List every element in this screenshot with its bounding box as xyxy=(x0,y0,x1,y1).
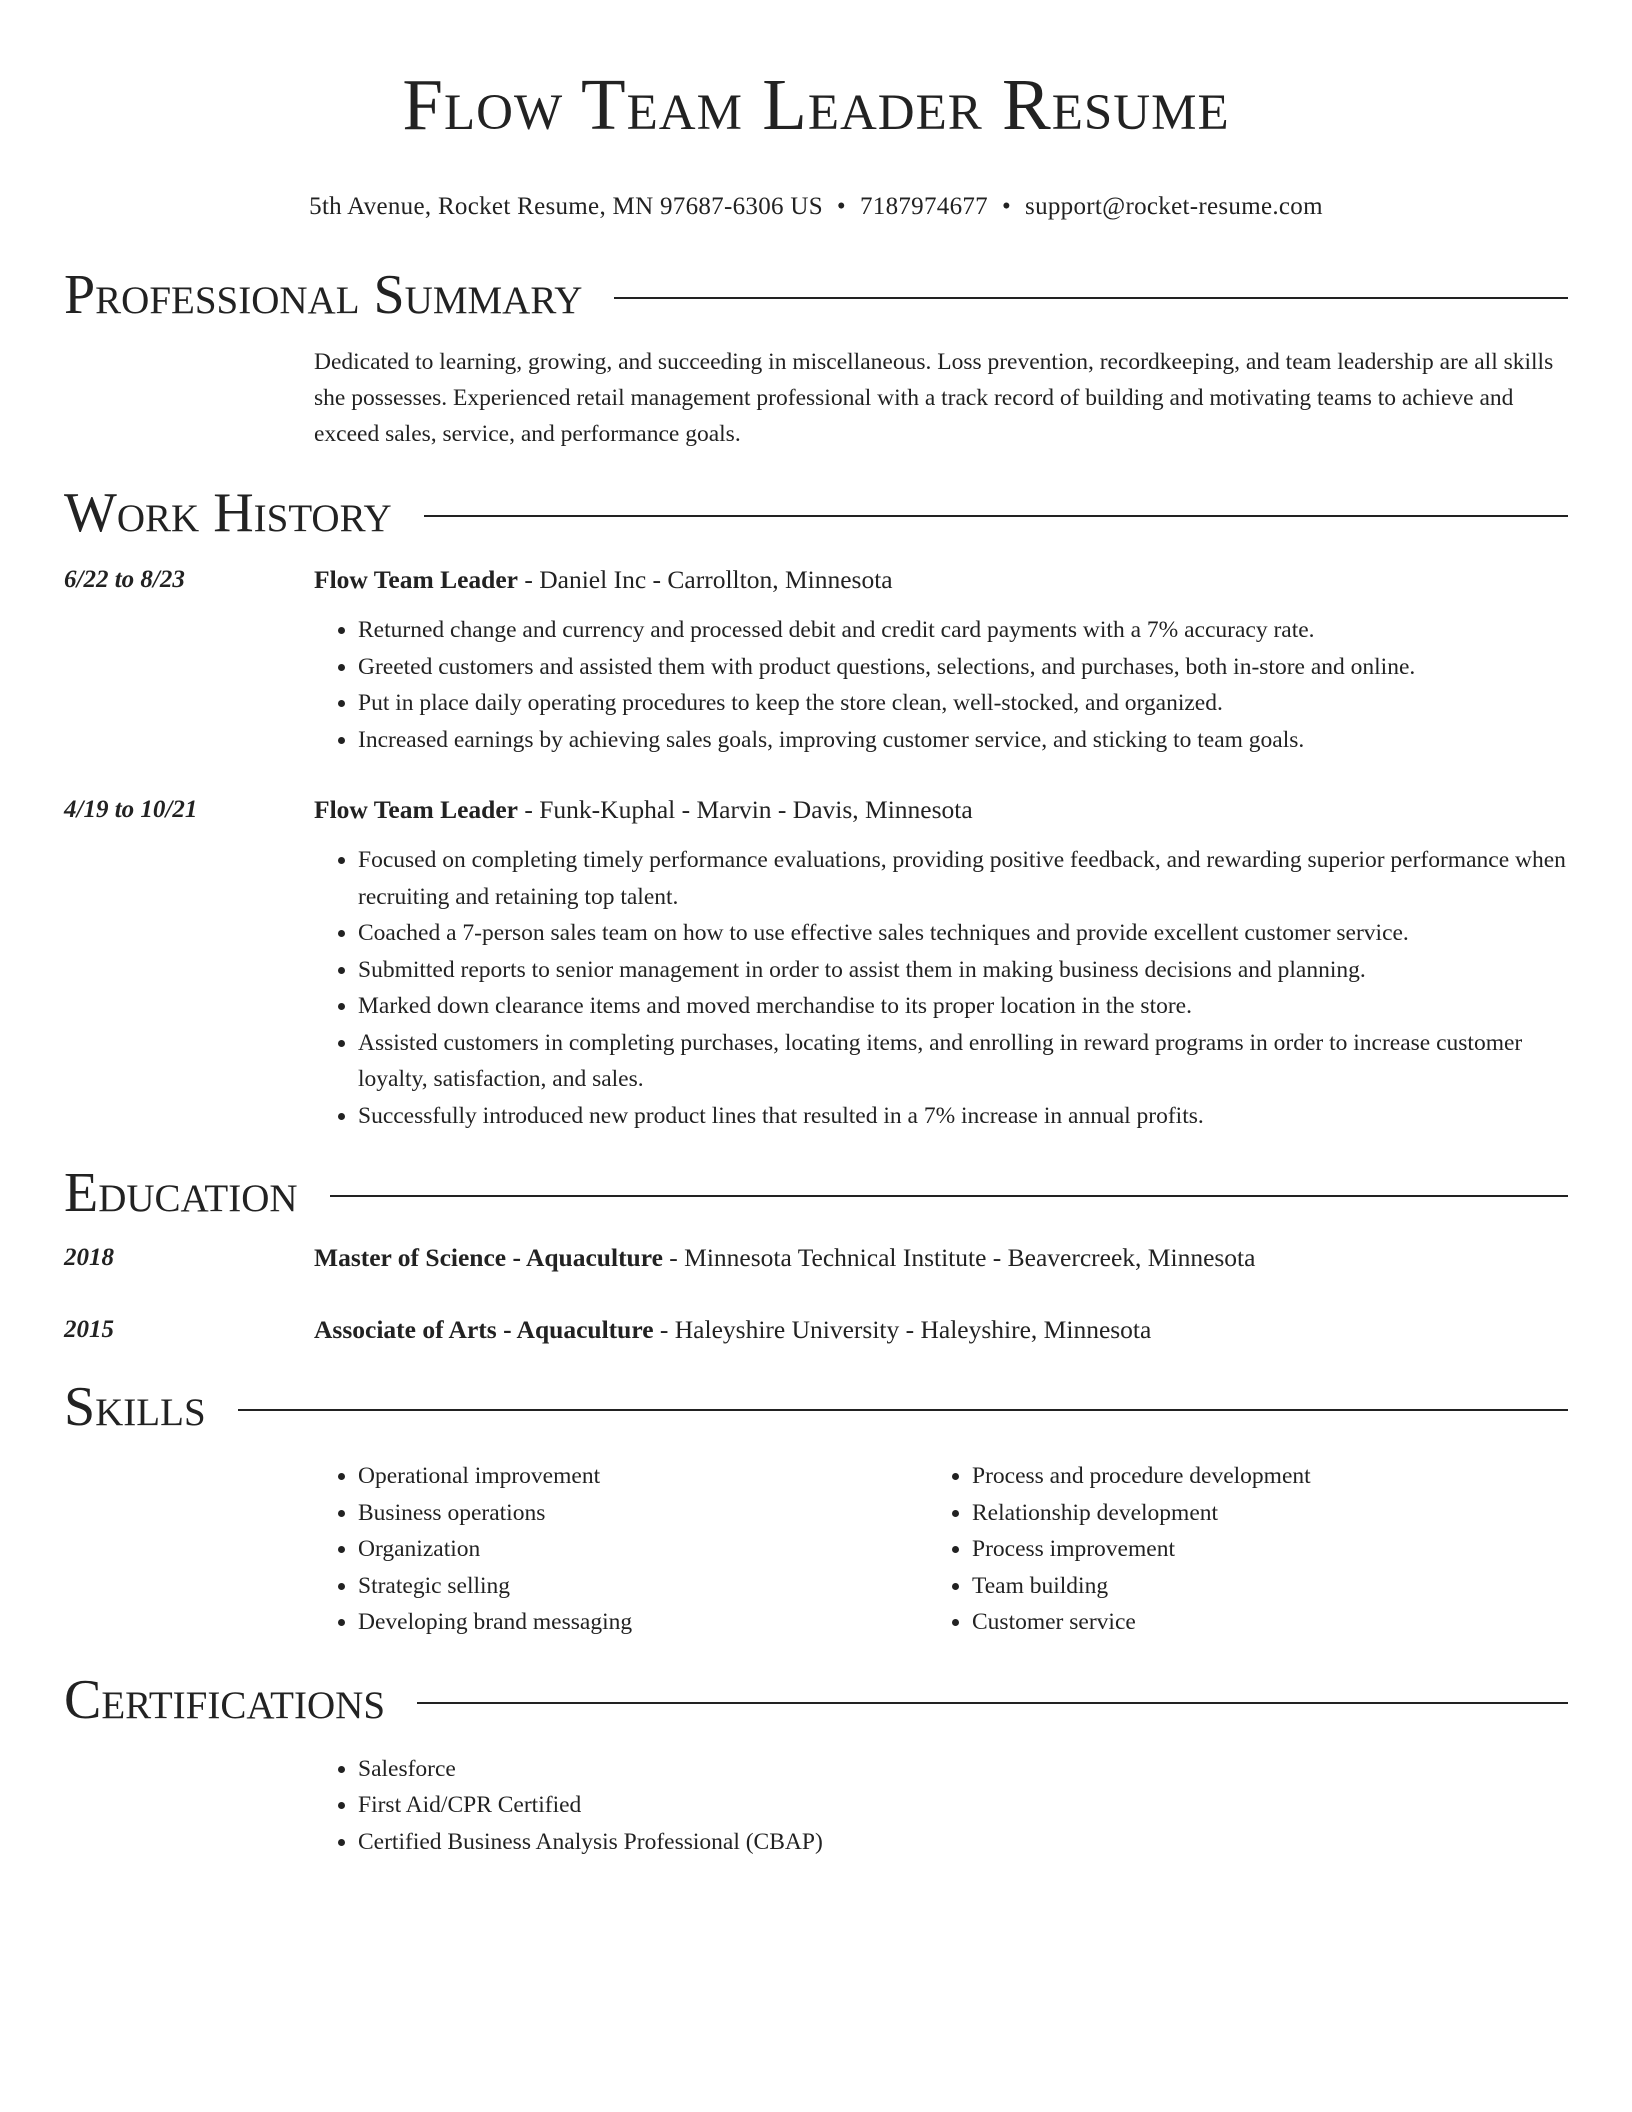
contact-line xyxy=(64,190,1568,224)
work-entry xyxy=(64,792,1568,1134)
work-bullets xyxy=(314,842,1568,1134)
section-divider xyxy=(614,297,1568,299)
skills-list-right xyxy=(928,1458,1542,1641)
skills-section-header xyxy=(64,1374,1568,1440)
work-section-header xyxy=(64,480,1568,546)
list-item: • Team building xyxy=(972,1568,1542,1605)
job-details: - Funk-Kuphal - Marvin - Davis, Minnesota xyxy=(518,795,973,824)
list-item: • Marked down clearance items and moved merchandise to its proper location in the store. xyxy=(358,988,1568,1025)
section-divider xyxy=(417,1702,1568,1704)
separator-dot: • xyxy=(836,193,846,220)
education-year: 2018 xyxy=(64,1244,114,1271)
summary-section-header xyxy=(64,262,1568,328)
list-item: • Organization xyxy=(358,1531,928,1568)
list-item: • Returned change and currency and processed debit and credit card payments with a 7% accuracy rate. xyxy=(358,612,1568,649)
section-divider xyxy=(424,515,1568,517)
list-item: • Certified Business Analysis Professional (CBAP) xyxy=(358,1824,1568,1861)
phone: 7187974677 xyxy=(859,193,988,220)
list-item: • Process and procedure development xyxy=(972,1458,1542,1495)
education-year: 2015 xyxy=(64,1316,114,1343)
skills-list-left xyxy=(314,1458,928,1641)
address: 5th Avenue, Rocket Resume, MN 97687-6306 US xyxy=(309,193,823,220)
list-item: • Focused on completing timely performance evaluations, providing positive feedback, and rewarding superior performance when recruiting and retaining top talent. xyxy=(358,842,1568,915)
education-heading xyxy=(314,1312,1568,1348)
section-title: Work History xyxy=(64,482,392,544)
work-bullets xyxy=(314,612,1568,758)
education-entry xyxy=(64,1240,1568,1276)
degree: Associate of Arts - Aquaculture xyxy=(314,1315,654,1344)
resume-title: Flow Team Leader Resume xyxy=(402,64,1230,145)
list-item: • Put in place daily operating procedures to keep the store clean, well-stocked, and organized. xyxy=(358,685,1568,722)
work-heading xyxy=(314,792,1568,828)
list-item: • Developing brand messaging xyxy=(358,1604,928,1641)
list-item: • Submitted reports to senior management in order to assist them in making business decisions and planning. xyxy=(358,952,1568,989)
list-item: • First Aid/CPR Certified xyxy=(358,1787,1568,1824)
certifications-list-wrap xyxy=(314,1751,1568,1861)
education-entry xyxy=(64,1312,1568,1348)
list-item: • Strategic selling xyxy=(358,1568,928,1605)
skills-columns xyxy=(314,1458,1568,1641)
job-details: - Daniel Inc - Carrollton, Minnesota xyxy=(518,565,893,594)
list-item: • Salesforce xyxy=(358,1751,1568,1788)
education-heading xyxy=(314,1240,1568,1276)
email-link[interactable]: support@rocket-resume.com xyxy=(1025,193,1323,220)
job-role: Flow Team Leader xyxy=(314,565,518,594)
list-item: • Process improvement xyxy=(972,1531,1542,1568)
list-item: • Relationship development xyxy=(972,1495,1542,1532)
list-item: • Operational improvement xyxy=(358,1458,928,1495)
section-title: Professional Summary xyxy=(64,264,583,326)
degree: Master of Science - Aquaculture xyxy=(314,1243,663,1272)
school-details: - Haleyshire University - Haleyshire, Minnesota xyxy=(653,1315,1152,1344)
education-section-header xyxy=(64,1160,1568,1226)
section-title: Skills xyxy=(64,1376,206,1438)
list-item: • Successfully introduced new product lines that resulted in a 7% increase in annual profits. xyxy=(358,1098,1568,1135)
work-body xyxy=(314,792,1568,1134)
work-heading xyxy=(314,562,1568,598)
list-item: • Assisted customers in completing purchases, locating items, and enrolling in reward programs in order to increase customer loyalty, satisfaction, and sales. xyxy=(358,1025,1568,1098)
certifications-list xyxy=(314,1751,1568,1861)
education-body xyxy=(314,1240,1568,1276)
section-divider xyxy=(330,1195,1568,1197)
section-divider xyxy=(238,1409,1568,1411)
work-entry xyxy=(64,562,1568,758)
certifications-section-header xyxy=(64,1667,1568,1733)
list-item: • Customer service xyxy=(972,1604,1542,1641)
list-item: • Greeted customers and assisted them with product questions, selections, and purchases, both in-store and online. xyxy=(358,649,1568,686)
separator-dot: • xyxy=(1001,193,1012,220)
list-item: • Business operations xyxy=(358,1495,928,1532)
work-dates: 4/19 to 10/21 xyxy=(64,796,198,823)
work-body xyxy=(314,562,1568,758)
list-item: • Coached a 7-person sales team on how to use effective sales techniques and provide excellent customer service. xyxy=(358,915,1568,952)
work-dates: 6/22 to 8/23 xyxy=(64,566,185,593)
summary-text: Dedicated to learning, growing, and succeeding in miscellaneous. Loss prevention, recordkeeping, and team leadership are all skills she possesses. Experienced retail management professional with a track record of building and motivating teams to achieve and exceed sales, service, and performance goals. xyxy=(314,349,1554,447)
school-details: - Minnesota Technical Institute - Beavercreek, Minnesota xyxy=(662,1243,1256,1272)
section-title: Certifications xyxy=(64,1668,386,1731)
list-item: • Increased earnings by achieving sales goals, improving customer service, and sticking to team goals. xyxy=(358,722,1568,759)
job-role: Flow Team Leader xyxy=(314,795,518,824)
education-body xyxy=(314,1312,1568,1348)
section-title: Education xyxy=(64,1162,298,1224)
